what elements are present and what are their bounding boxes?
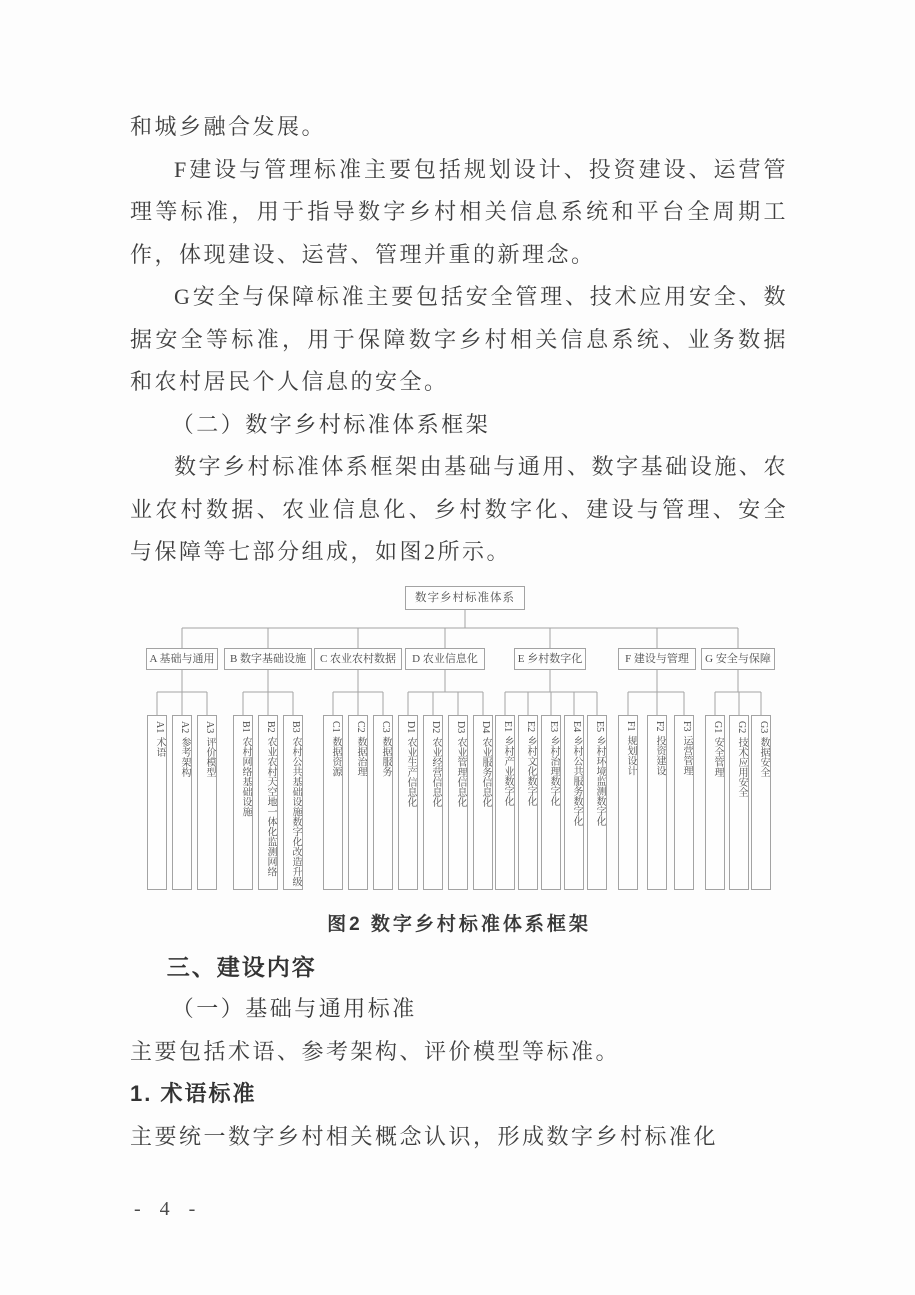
body-paragraph: 主要统一数字乡村相关概念认识，形成数字乡村标准化 — [130, 1123, 719, 1149]
diagram-leaf — [518, 715, 538, 890]
diagram-leaf — [283, 715, 303, 890]
subsection-heading-frame: （二）数字乡村标准体系框架 — [171, 411, 491, 437]
diagram-group-b: B 数字基础设施 — [224, 648, 312, 670]
leaf-code: D3 — [455, 720, 466, 733]
body-paragraph: 主要包括术语、参考架构、评价模型等标准。 — [130, 1038, 621, 1064]
leaf-label: 评价模型 — [204, 736, 215, 777]
diagram-leaf — [647, 715, 667, 890]
diagram-leaf — [348, 715, 368, 890]
section-heading-construction: 三、建设内容 — [166, 953, 317, 980]
leaf-label: 数据安全 — [758, 736, 769, 777]
leaf-code: B2 — [265, 720, 276, 733]
leaf-label: 技术应用安全 — [736, 736, 747, 797]
body-paragraph: F建设与管理标准主要包括规划设计、投资建设、运营管理等标准，用于指导数字乡村相关信息系统和平台全周期工作，体现建设、运营、管理并重的新理念。 — [130, 156, 788, 267]
diagram-leaf — [751, 715, 771, 890]
diagram-leaf — [729, 715, 749, 890]
leaf-label: 农村网络基础设施 — [240, 736, 251, 817]
diagram-leaf — [398, 715, 418, 890]
leaf-label: 乡村文化数字化 — [525, 735, 536, 806]
diagram-leaf — [587, 715, 607, 890]
body-paragraph: 数字乡村标准体系框架由基础与通用、数字基础设施、农业农村数据、农业信息化、乡村数字化、建设与管理、安全与保障等七部分组成，如图2所示。 — [130, 454, 788, 564]
diagram-leaf — [323, 715, 343, 890]
figure-caption: 图2 数字乡村标准体系框架 — [327, 913, 591, 935]
leaf-code: E2 — [525, 720, 536, 732]
diagram-leaf — [172, 715, 192, 890]
document-content — [130, 0, 788, 1158]
leaf-code: F2 — [654, 720, 665, 732]
leaf-label: 农业经营信息化 — [430, 736, 441, 807]
leaf-code: C3 — [380, 720, 391, 733]
diagram-group-c: C 农业农村数据 — [314, 648, 402, 670]
diagram-group-a: A 基础与通用 — [146, 648, 218, 670]
figure-standard-system-diagram — [130, 582, 788, 940]
leaf-code: E5 — [594, 720, 605, 732]
leaf-label: 农村公共基础设施数字化改造升级 — [290, 736, 301, 887]
subsection-heading-term: 1. 术语标准 — [130, 1081, 257, 1106]
leaf-label: 乡村公共服务数字化 — [571, 735, 582, 826]
leaf-label: 农业服务信息化 — [480, 736, 491, 807]
leaf-code: D1 — [405, 720, 416, 733]
leaf-code: G1 — [712, 720, 723, 733]
leaf-label: 术语 — [154, 736, 165, 757]
diagram-group-e: E 乡村数字化 — [514, 648, 586, 670]
leaf-code: A3 — [204, 720, 215, 733]
diagram-group-d: D 农业信息化 — [405, 648, 485, 670]
page-number: - 4 - — [134, 1198, 203, 1220]
diagram-root-node: 数字乡村标准体系 — [405, 586, 525, 610]
leaf-code: E3 — [548, 720, 559, 732]
leaf-label: 乡村产业数字化 — [502, 735, 513, 806]
diagram-leaf — [233, 715, 253, 890]
leaf-code: A2 — [179, 720, 190, 733]
leaf-code: A1 — [154, 720, 165, 733]
diagram-leaf — [541, 715, 561, 890]
leaf-label: 安全管理 — [712, 736, 723, 777]
leaf-label: 投资建设 — [654, 735, 665, 776]
diagram-leaf — [258, 715, 278, 890]
leaf-code: C2 — [355, 720, 366, 733]
leaf-label: 参考架构 — [179, 736, 190, 777]
leaf-label: 乡村环境监测数字化 — [594, 735, 605, 826]
leaf-code: F3 — [681, 720, 692, 732]
leaf-label: 农业农村天空地一体化监测网络 — [265, 736, 276, 877]
diagram-leaf — [147, 715, 167, 890]
subsection-heading-basic: （一）基础与通用标准 — [171, 996, 417, 1021]
diagram-leaf — [473, 715, 493, 890]
leaf-code: C1 — [330, 720, 341, 733]
diagram-leaf — [373, 715, 393, 890]
leaf-code: E1 — [502, 720, 513, 732]
leaf-code: D4 — [480, 720, 491, 733]
diagram-leaf — [423, 715, 443, 890]
leaf-label: 农业生产信息化 — [405, 736, 416, 807]
leaf-label: 数据服务 — [380, 736, 391, 777]
leaf-code: G3 — [758, 720, 769, 733]
body-paragraph: 和城乡融合发展。 — [130, 114, 327, 139]
leaf-code: B1 — [240, 720, 251, 733]
diagram-group-g: G 安全与保障 — [701, 648, 775, 670]
leaf-label: 数据资源 — [330, 736, 341, 777]
leaf-label: 数据治理 — [355, 736, 366, 777]
diagram-leaf — [674, 715, 694, 890]
leaf-code: B3 — [290, 720, 301, 733]
diagram-leaf — [705, 715, 725, 890]
org-chart — [135, 582, 781, 904]
diagram-leaf — [197, 715, 217, 890]
diagram-group-f: F 建设与管理 — [618, 648, 696, 670]
leaf-code: F1 — [625, 720, 636, 732]
diagram-leaf — [564, 715, 584, 890]
leaf-code: D2 — [430, 720, 441, 733]
leaf-label: 乡村治理数字化 — [548, 735, 559, 806]
body-paragraph: G安全与保障标准主要包括安全管理、技术应用安全、数据安全等标准，用于保障数字乡村相关信息系统、业务数据和农村居民个人信息的安全。 — [130, 284, 788, 394]
diagram-leaf — [495, 715, 515, 890]
diagram-leaf — [618, 715, 638, 890]
leaf-label: 运营管理 — [681, 735, 692, 776]
leaf-label: 农业管理信息化 — [455, 736, 466, 807]
leaf-code: E4 — [571, 720, 582, 732]
leaf-label: 规划设计 — [625, 735, 636, 776]
diagram-leaf — [448, 715, 468, 890]
leaf-code: G2 — [736, 720, 747, 733]
